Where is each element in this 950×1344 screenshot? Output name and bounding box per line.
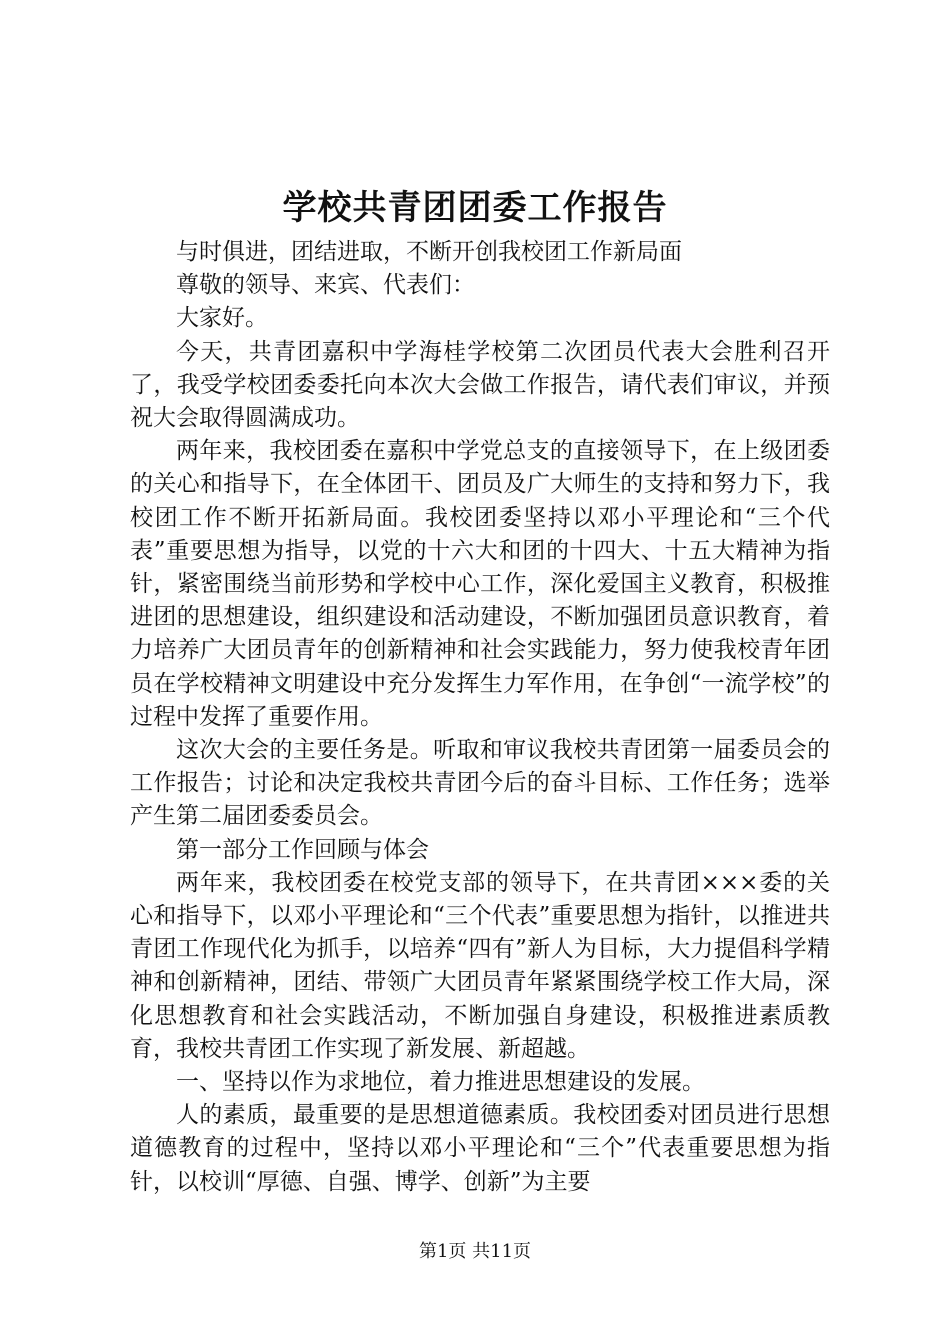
document-title: 学校共青团团委工作报告 (282, 188, 668, 228)
paragraph-tasks: 这次大会的主要任务是。听取和审议我校共青团第一届委员会的工作报告；讨论和决定我校共青团今后的奋斗目标、工作任务；选举产生第二届团委委员会。 (130, 737, 830, 830)
page-number: 第1页 共11页 (418, 1241, 532, 1262)
paragraph-salutation: 尊敬的领导、来宾、代表们： (176, 272, 475, 299)
subsection-heading: 一、坚持以作为求地位，着力推进思想建设的发展。 (176, 1069, 705, 1096)
document-body (130, 236, 830, 1199)
paragraph-overview: 两年来，我校团委在嘉积中学党总支的直接领导下，在上级团委的关心和指导下，在全体团干、团员及广大师生的支持和努力下，我校团工作不断开拓新局面。我校团委坚持以邓小平理论和“三个代表”重要思想为指导，以党的十六大和团的十四大、十五大精神为指针，紧密围绕当前形势和学校中心工作，深化爱国主义教育，积极推进团的思想建设，组织建设和活动建设，不断加强团员意识教育，着力培养广大团员青年的创新精神和社会实践能力，努力使我校青年团员在学校精神文明建设中充分发挥生力军作用，在争创“一流学校”的过程中发挥了重要作用。 (130, 438, 830, 730)
section-heading: 第一部分工作回顾与体会 (176, 836, 429, 863)
paragraph-review: 两年来，我校团委在校党支部的领导下，在共青团×××委的关心和指导下，以邓小平理论和“三个代表”重要思想为指针，以推进共青团工作现代化为抓手，以培养“四有”新人为目标，大力提倡科学精神和创新精神，团结、带领广大团员青年紧紧围绕学校工作大局，深化思想教育和社会实践活动，不断加强自身建设，积极推进素质教育，我校共青团工作实现了新发展、新超越。 (130, 869, 830, 1062)
paragraph-greeting: 大家好。 (176, 305, 268, 332)
page-footer (0, 1240, 950, 1264)
paragraph-moral-education: 人的素质，最重要的是思想道德素质。我校团委对团员进行思想道德教育的过程中，坚持以邓小平理论和“三个”代表重要思想为指针，以校训“厚德、自强、博学、创新”为主要 (130, 1102, 830, 1195)
paragraph-subtitle: 与时俱进，团结进取，不断开创我校团工作新局面 (176, 239, 682, 265)
paragraph-opening: 今天，共青团嘉积中学海桂学校第二次团员代表大会胜利召开了，我受学校团委委托向本次大会做工作报告，请代表们审议，并预祝大会取得圆满成功。 (130, 338, 830, 432)
